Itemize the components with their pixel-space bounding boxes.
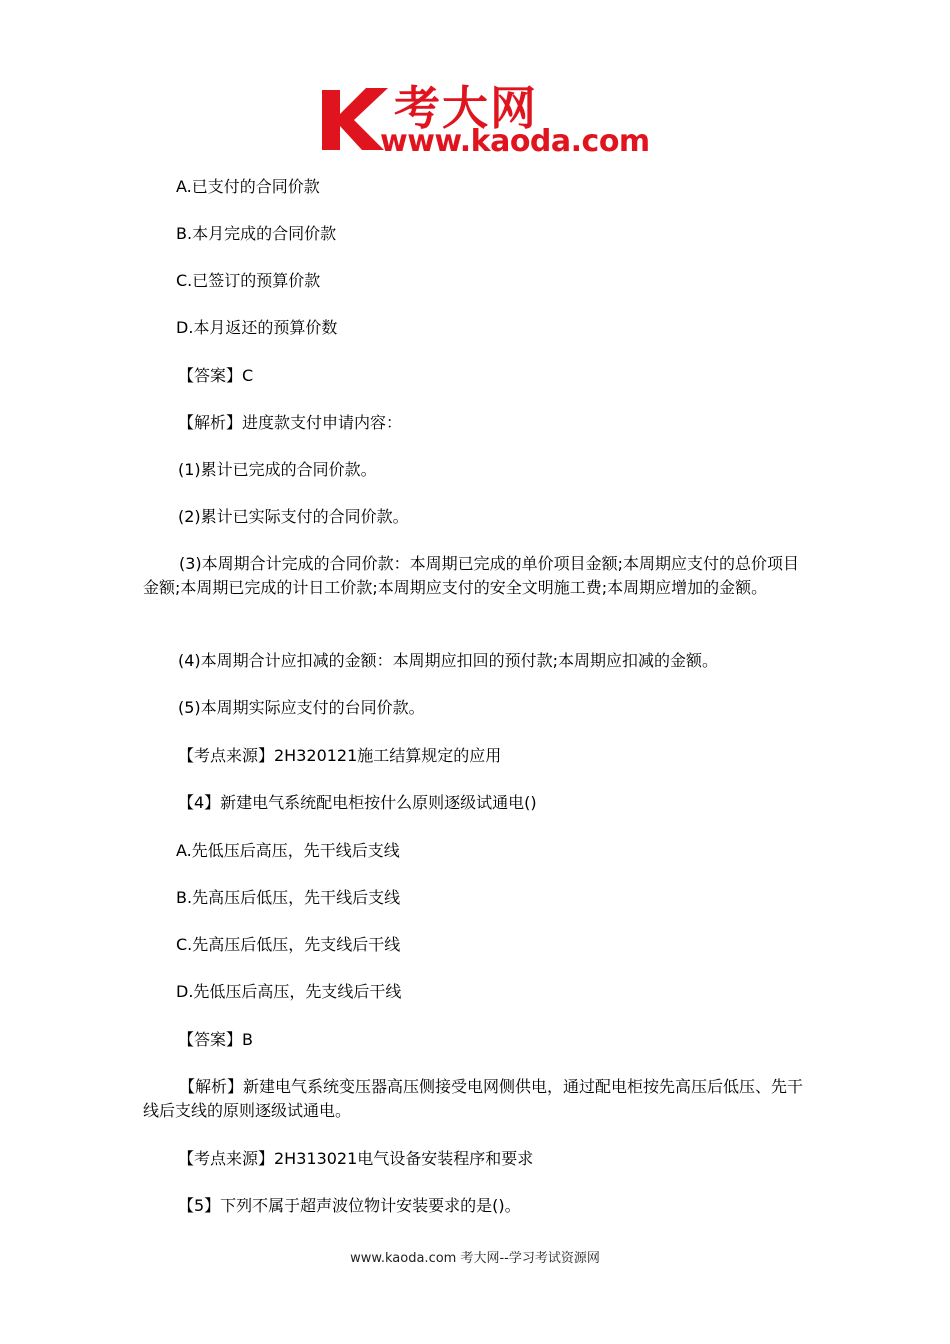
page-footer: www.kaoda.com 考大网--学习考试资源网 [350, 1251, 600, 1266]
logo-chinese-name: 考大网 [394, 81, 538, 135]
q4-option-b: B.先高压后低压，先干线后支线 [176, 888, 401, 907]
q3-item-5: (5)本周期实际应支付的台同价款。 [178, 698, 425, 717]
q3-item-1: (1)累计已完成的合同价款。 [178, 460, 377, 479]
q3-option-a: A.已支付的合同价款 [176, 177, 320, 196]
q5-question: 【5】下列不属于超声波位物计安装要求的是()。 [178, 1196, 521, 1215]
q3-option-b: B.本月完成的合同价款 [176, 224, 337, 243]
q3-option-d: D.本月返还的预算价数 [176, 318, 338, 337]
logo-url: www.kaoda.com [380, 124, 650, 159]
q4-question: 【4】新建电气系统配电柜按什么原则逐级试通电() [178, 793, 537, 812]
q4-source: 【考点来源】2H313021电气设备安装程序和要求 [178, 1149, 534, 1168]
q4-analysis: 【解析】新建电气系统变压器高压侧接受电网侧供电，通过配电柜按先高压后低压、先干线后支线的原则逐级试通电。 [143, 1077, 804, 1120]
q3-analysis-title: 【解析】进度款支付申请内容： [178, 413, 403, 432]
q4-answer: 【答案】B [178, 1030, 253, 1049]
q4-option-c: C.先高压后低压，先支线后干线 [176, 935, 401, 954]
q4-option-d: D.先低压后高压，先支线后干线 [176, 982, 402, 1001]
q3-item-4: (4)本周期合计应扣减的金额：本周期应扣回的预付款;本周期应扣减的金额。 [178, 651, 719, 670]
q4-option-a: A.先低压后高压，先干线后支线 [176, 841, 400, 860]
q3-option-c: C.已签订的预算价款 [176, 271, 321, 290]
q3-item-3: (3)本周期合计完成的合同价款：本周期已完成的单价项目金额;本周期应支付的总价项目金额;本周期已完成的计日工价款;本周期应支付的安全文明施工费;本周期应增加的金额。 [143, 554, 800, 597]
q3-source: 【考点来源】2H320121施工结算规定的应用 [178, 746, 502, 765]
kaoda-logo [318, 80, 650, 159]
q3-answer: 【答案】C [178, 366, 254, 385]
q3-item-2: (2)累计已实际支付的合同价款。 [178, 507, 409, 526]
